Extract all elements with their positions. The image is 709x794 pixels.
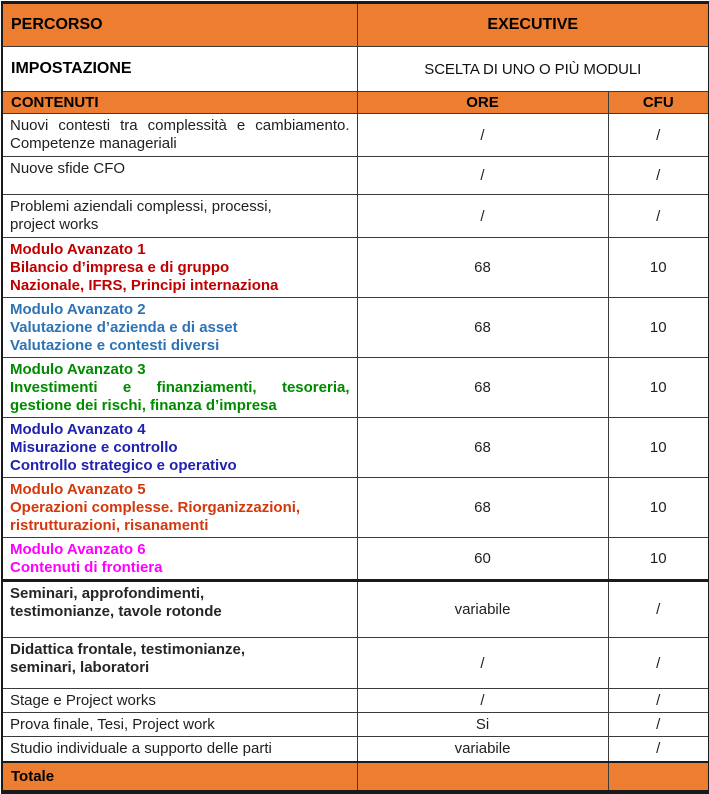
ore-cell: Si bbox=[357, 713, 608, 737]
header-row-impostazione bbox=[2, 47, 709, 92]
content-cell bbox=[2, 298, 357, 358]
header-row-percorso bbox=[2, 3, 709, 47]
cfu-cell: / bbox=[608, 157, 709, 195]
table-row bbox=[2, 581, 709, 638]
table-row bbox=[2, 298, 709, 358]
content-cell bbox=[2, 238, 357, 298]
table-row bbox=[2, 478, 709, 538]
totale-row bbox=[2, 762, 709, 792]
table-row bbox=[2, 538, 709, 581]
content-line: Nazionale, IFRS, Principi internaziona bbox=[10, 277, 279, 294]
ore-cell: 60 bbox=[357, 538, 608, 581]
cfu-header-cell: CFU bbox=[608, 92, 709, 114]
ore-header-cell: ORE bbox=[357, 92, 608, 114]
header-row-contenuti bbox=[2, 92, 709, 114]
content-line: gestione dei rischi, finanza d’impresa bbox=[10, 397, 277, 414]
content-line: testimonianze, tavole rotonde bbox=[10, 603, 222, 620]
content-line: Studio individuale a supporto delle parti bbox=[10, 740, 272, 757]
table-row bbox=[2, 737, 709, 762]
table-row bbox=[2, 713, 709, 737]
cfu-cell: / bbox=[608, 195, 709, 238]
ore-cell: 68 bbox=[357, 478, 608, 538]
content-cell bbox=[2, 114, 357, 157]
ore-cell: / bbox=[357, 638, 608, 689]
ore-cell: 68 bbox=[357, 238, 608, 298]
content-cell bbox=[2, 478, 357, 538]
content-cell bbox=[2, 538, 357, 581]
content-cell bbox=[2, 713, 357, 737]
content-line: Modulo Avanzato 3 bbox=[10, 361, 146, 378]
ore-cell: / bbox=[357, 195, 608, 238]
cfu-cell: / bbox=[608, 713, 709, 737]
totale-label-cell: Totale bbox=[2, 762, 357, 792]
content-line: Operazioni complesse. Riorganizzazioni, bbox=[10, 499, 301, 516]
content-line: Competenze manageriali bbox=[10, 135, 177, 152]
ore-cell: / bbox=[357, 114, 608, 157]
cfu-cell: / bbox=[608, 689, 709, 713]
content-line: Controllo strategico e operativo bbox=[10, 457, 237, 474]
content-line: seminari, laboratori bbox=[10, 659, 150, 676]
cfu-cell: 10 bbox=[608, 238, 709, 298]
table-row bbox=[2, 157, 709, 195]
cfu-cell: / bbox=[608, 581, 709, 638]
content-line: Didattica frontale, testimonianze, bbox=[10, 641, 246, 658]
ore-cell: variabile bbox=[357, 737, 608, 762]
content-line: Problemi aziendali complessi, processi, bbox=[10, 198, 272, 215]
ore-cell: 68 bbox=[357, 418, 608, 478]
cfu-cell: 10 bbox=[608, 478, 709, 538]
content-cell bbox=[2, 358, 357, 418]
totale-cfu-cell bbox=[608, 762, 709, 792]
content-line: project works bbox=[10, 216, 99, 233]
table-row bbox=[2, 238, 709, 298]
content-line: Valutazione e contesti diversi bbox=[10, 337, 220, 354]
ore-cell: 68 bbox=[357, 298, 608, 358]
content-line: Bilancio d’impresa e di gruppo bbox=[10, 259, 230, 276]
content-line: Modulo Avanzato 2 bbox=[10, 301, 146, 318]
cfu-cell: / bbox=[608, 737, 709, 762]
content-cell bbox=[2, 157, 357, 195]
content-line: Contenuti di frontiera bbox=[10, 559, 163, 576]
table-row bbox=[2, 114, 709, 157]
table-row bbox=[2, 195, 709, 238]
table-row bbox=[2, 689, 709, 713]
content-line: Stage e Project works bbox=[10, 692, 156, 709]
content-line: Prova finale, Tesi, Project work bbox=[10, 716, 215, 733]
content-line: Misurazione e controllo bbox=[10, 439, 178, 456]
content-cell bbox=[2, 638, 357, 689]
content-line: ristrutturazioni, risanamenti bbox=[10, 517, 209, 534]
table-row bbox=[2, 638, 709, 689]
content-cell bbox=[2, 689, 357, 713]
ore-cell: 68 bbox=[357, 358, 608, 418]
cfu-cell: 10 bbox=[608, 538, 709, 581]
totale-ore-cell bbox=[357, 762, 608, 792]
content-cell bbox=[2, 737, 357, 762]
content-line: Nuovi contesti tra complessità e cambiamento. bbox=[10, 117, 350, 134]
content-cell bbox=[2, 195, 357, 238]
content-line: Investimenti e finanziamenti, tesoreria, bbox=[10, 379, 350, 396]
table-row bbox=[2, 418, 709, 478]
contenuti-header-cell: CONTENUTI bbox=[2, 92, 357, 114]
impostazione-value-cell: SCELTA DI UNO O PIÙ MODULI bbox=[357, 47, 709, 92]
content-line: Modulo Avanzato 4 bbox=[10, 421, 146, 438]
percorso-header-cell: PERCORSO bbox=[2, 3, 357, 47]
content-line: Modulo Avanzato 6 bbox=[10, 541, 146, 558]
impostazione-label-cell: IMPOSTAZIONE bbox=[2, 47, 357, 92]
content-line: Valutazione d’azienda e di asset bbox=[10, 319, 238, 336]
content-line: Seminari, approfondimenti, bbox=[10, 585, 205, 602]
content-cell bbox=[2, 418, 357, 478]
program-table bbox=[1, 1, 709, 794]
content-line: Modulo Avanzato 5 bbox=[10, 481, 146, 498]
content-line: Nuove sfide CFO bbox=[10, 160, 126, 177]
executive-header-cell: EXECUTIVE bbox=[357, 3, 709, 47]
content-line: Modulo Avanzato 1 bbox=[10, 241, 146, 258]
content-cell bbox=[2, 581, 357, 638]
cfu-cell: 10 bbox=[608, 298, 709, 358]
ore-cell: variabile bbox=[357, 581, 608, 638]
cfu-cell: 10 bbox=[608, 358, 709, 418]
cfu-cell: / bbox=[608, 114, 709, 157]
cfu-cell: / bbox=[608, 638, 709, 689]
cfu-cell: 10 bbox=[608, 418, 709, 478]
table-row bbox=[2, 358, 709, 418]
ore-cell: / bbox=[357, 689, 608, 713]
ore-cell: / bbox=[357, 157, 608, 195]
